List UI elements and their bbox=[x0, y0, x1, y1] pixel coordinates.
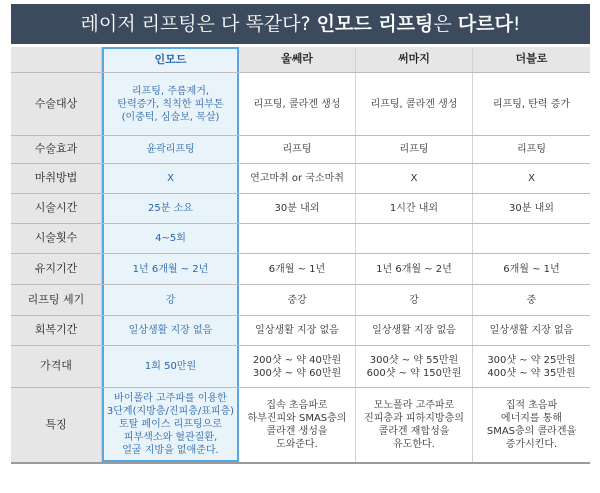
table-row-duration bbox=[11, 254, 590, 285]
header-cell-ulthera: 울쎄라 bbox=[239, 47, 356, 72]
row-label: 시술횟수 bbox=[11, 224, 102, 253]
table-cell: 6개월 ~ 1년 bbox=[503, 263, 560, 275]
row-label: 리프팅 세기 bbox=[11, 285, 102, 315]
table-cell: 1년 6개월 ~ 2년 bbox=[356, 254, 473, 284]
table-cell: 윤곽리프팅 bbox=[102, 136, 239, 163]
table-cell: 중 bbox=[526, 294, 537, 306]
table-cell: X bbox=[356, 164, 473, 193]
table-cell: 일상생활 지장 없음 bbox=[102, 316, 239, 345]
banner-text-3: 은 bbox=[433, 13, 458, 35]
row-label: 가격대 bbox=[11, 346, 102, 387]
table-cell: 200샷 ~ 약 40만원 300샷 ~ 약 60만원 bbox=[239, 346, 356, 387]
table-cell: 300샷 ~ 약 55만원 600샷 ~ 약 150만원 bbox=[356, 346, 473, 387]
table-cell: 25분 소요 bbox=[102, 194, 239, 223]
table-cell: 4~5회 bbox=[102, 224, 239, 253]
table-cell: 일상생활 지장 없음 bbox=[356, 316, 473, 345]
table-cell: 모노폴라 고주파로 진피층과 피하지방층의 콜라겐 재합성을 유도한다. bbox=[356, 388, 473, 462]
table-cell: 1년 6개월 ~ 2년 bbox=[102, 254, 239, 284]
table-row-anesthesia bbox=[11, 164, 590, 194]
row-label: 수술효과 bbox=[11, 136, 102, 163]
table-cell: 집속 초음파로 하부진피와 SMAS층의 콜라겐 생성을 도와준다. bbox=[239, 388, 356, 462]
header-cell-doublo: 더블로 bbox=[473, 47, 590, 72]
table-cell: 연고마취 or 국소마취 bbox=[239, 164, 356, 193]
table-row-effect bbox=[11, 136, 590, 164]
row-label: 시술시간 bbox=[11, 194, 102, 223]
table-cell: X bbox=[528, 173, 535, 184]
table-cell: 6개월 ~ 1년 bbox=[239, 254, 356, 284]
table-cell bbox=[473, 224, 590, 253]
table-cell: 리프팅, 콜라겐 생성 bbox=[356, 73, 473, 135]
table-cell: 일상생활 지장 없음 bbox=[239, 316, 356, 345]
table-cell: 30분 내외 bbox=[239, 194, 356, 223]
table-cell: 일상생활 지장 없음 bbox=[489, 325, 574, 336]
table-cell: 중강 bbox=[239, 285, 356, 315]
banner-text-inmode: 인모드 리프팅 bbox=[316, 13, 434, 35]
table-cell: 리프팅 bbox=[239, 136, 356, 163]
table-row-recovery bbox=[11, 316, 590, 346]
table-cell: 바이폴라 고주파를 이용한 3단계(지방층/진피층/표피층) 토탈 페이스 리프팅으로 피부색소와 혈관질환, 얼굴 지방을 없애준다. bbox=[102, 388, 239, 462]
banner-text-different: 다르다 bbox=[457, 13, 513, 35]
table-cell: 강 bbox=[356, 285, 473, 315]
table-row-sessions bbox=[11, 224, 590, 254]
table-row-procedure-time bbox=[11, 194, 590, 224]
table-row-lifting-strength bbox=[11, 285, 590, 316]
table-cell bbox=[239, 224, 356, 253]
table-cell: 리프팅, 탄력 증가 bbox=[492, 98, 571, 110]
table-row-price bbox=[11, 346, 590, 388]
table-cell: 1시간 내외 bbox=[356, 194, 473, 223]
header-row bbox=[11, 47, 590, 73]
row-label: 수술대상 bbox=[11, 73, 102, 135]
banner-text-1: 레이저 리프팅은 다 똑같다? bbox=[80, 13, 317, 35]
table-row-target bbox=[11, 73, 590, 136]
row-label: 회복기간 bbox=[11, 316, 102, 345]
row-label: 유지기간 bbox=[11, 254, 102, 284]
row-label: 마취방법 bbox=[11, 164, 102, 193]
table-cell: 리프팅, 주름제거, 탄력증가, 칙칙한 피부톤 (이중턱, 심술보, 목살) bbox=[102, 73, 239, 135]
table-cell: 리프팅 bbox=[356, 136, 473, 163]
table-cell: 리프팅 bbox=[517, 144, 546, 155]
table-cell: 300샷 ~ 약 25만원 400샷 ~ 약 35만원 bbox=[487, 354, 576, 379]
table-cell: 30분 내외 bbox=[509, 203, 554, 214]
table-cell bbox=[356, 224, 473, 253]
table-cell: 1회 50만원 bbox=[102, 346, 239, 387]
header-cell-inmode: 인모드 bbox=[102, 47, 239, 72]
table-row-features bbox=[11, 388, 590, 464]
row-label: 특징 bbox=[11, 388, 102, 462]
banner-text-5: ! bbox=[512, 13, 521, 35]
title-banner bbox=[11, 4, 590, 44]
header-cell-empty bbox=[11, 47, 102, 72]
comparison-table bbox=[11, 47, 590, 464]
table-cell: 강 bbox=[102, 285, 239, 315]
table-cell: X bbox=[102, 164, 239, 193]
table-cell: 집적 초음파 에너지를 통해 SMAS층의 콜라겐을 증가시킨다. bbox=[486, 400, 577, 450]
table-cell: 리프팅, 콜라겐 생성 bbox=[239, 73, 356, 135]
header-cell-thermage: 써마지 bbox=[356, 47, 473, 72]
